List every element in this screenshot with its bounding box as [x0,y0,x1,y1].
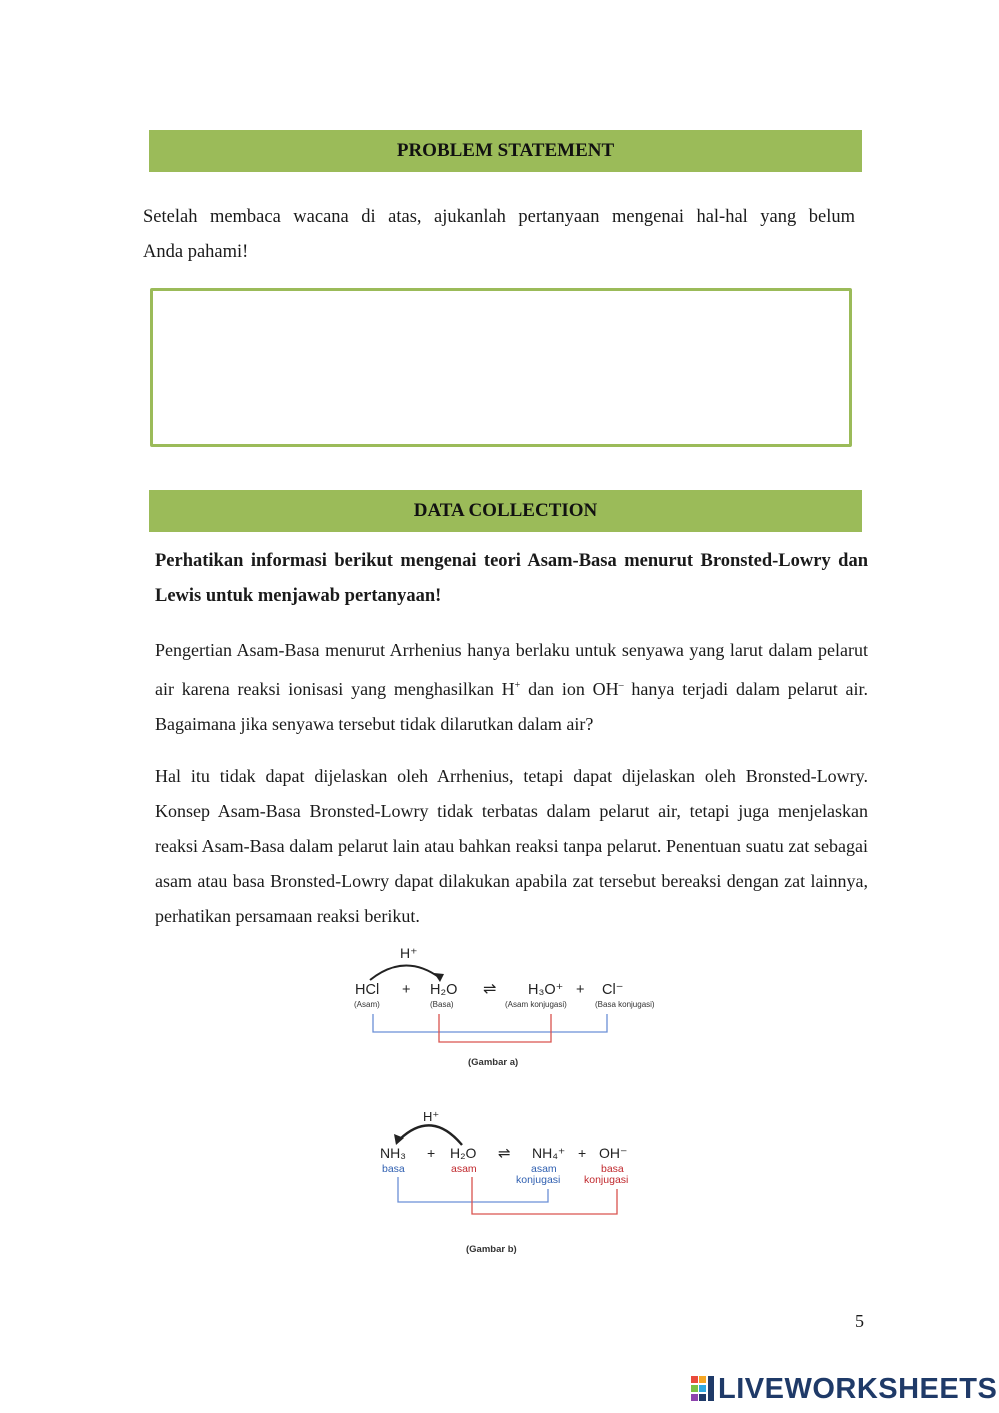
liveworksheets-brand-text: LIVEWORKSHEETS [718,1372,998,1405]
fig-a-cl-role: (Basa konjugasi) [595,1000,655,1009]
fig-a-blue-pair-bracket [373,1014,607,1032]
fig-b-h-plus-label: H⁺ [423,1109,440,1124]
figure-b-nh3-reaction [370,1105,670,1255]
fig-a-equilibrium: ⇌ [483,981,497,998]
fig-b-h2o: H₂O [450,1145,477,1161]
fig-a-plus-2: + [576,982,585,998]
page-number: 5 [855,1311,864,1331]
para1-part-b: dan ion OH [520,679,619,699]
fig-b-nh4-role-2: konjugasi [516,1174,561,1186]
problem-statement-title: PROBLEM STATEMENT [396,140,615,161]
fig-a-caption: (Gambar a) [468,1057,519,1068]
fig-b-oh-role-1: basa [601,1163,624,1175]
fig-b-h2o-role: asam [451,1163,477,1175]
fig-a-plus-1: + [402,982,411,998]
fig-b-caption: (Gambar b) [466,1244,517,1255]
fig-a-h3o-role: (Asam konjugasi) [505,1000,567,1009]
fig-a-h2o: H₂O [430,982,458,998]
fig-a-h3o: H₃O⁺ [528,982,564,998]
fig-b-plus-1: + [427,1145,436,1161]
h-plus-superscript: + [514,680,521,691]
liveworksheets-branding[interactable] [690,1371,997,1407]
fig-a-arrow-head [434,973,444,982]
question-answer-box[interactable] [150,288,852,447]
data-collection-title: DATA COLLECTION [413,500,598,521]
oh-minus-superscript: – [618,680,624,691]
fig-b-oh: OH⁻ [599,1145,628,1161]
fig-a-proton-arrow [370,965,440,980]
problem-prompt-line1: Setelah membaca wacana di atas, ajukanlah pertanyaan mengenai hal-hal yang belum [143,207,855,227]
fig-a-hcl: HCl [355,982,380,998]
fig-a-hcl-role: (Asam) [354,1000,380,1009]
liveworksheets-logo-icon [690,1375,716,1403]
problem-prompt-line2: Anda pahami! [143,242,249,262]
para1-part-c: hanya terjadi dalam pelarut air. Bagaimana jika senyawa tersebut tidak dilarutkan dalam air? [155,679,868,734]
fig-b-plus-2: + [578,1145,587,1161]
para1-part-a: Pengertian Asam-Basa menurut Arrhenius hanya berlaku untuk senyawa yang larut dalam pelarut air karena reaksi ionisasi yang menghasilkan H [155,640,868,699]
problem-statement-header [149,130,862,172]
data-collection-header [149,490,862,532]
fig-b-nh3-role: basa [382,1163,405,1175]
fig-b-nh4-role-1: asam [531,1163,557,1175]
figure-a-hcl-reaction [340,940,690,1075]
fig-b-nh3: NH₃ [380,1145,406,1161]
fig-a-cl: Cl⁻ [602,982,624,998]
fig-a-h2o-role: (Basa) [430,1000,454,1009]
fig-b-nh4: NH₄⁺ [532,1145,566,1161]
data-collection-instruction: Perhatikan informasi berikut mengenai teori Asam-Basa menurut Bronsted-Lowry dan Lewis untuk menjawab pertanyaan! [155,551,868,606]
bronsted-lowry-paragraph: Hal itu tidak dapat dijelaskan oleh Arrhenius, tetapi dapat dijelaskan oleh Bronsted-Lowry. Konsep Asam-Basa Bronsted-Lowry tidak terbatas dalam pelarut air, tetapi juga menjelaskan reaksi Asam-Basa dalam pelarut lain atau bahkan reaksi tanpa pelarut. Penentuan suatu zat sebagai asam atau basa Bronsted-Lowry dapat dilakukan apabila zat tersebut bereaksi dengan zat lainnya, perhatikan persamaan reaksi berikut. [155,766,868,926]
fig-a-red-pair-bracket [439,1014,551,1042]
fig-b-proton-arrow [400,1125,462,1145]
arrhenius-paragraph [155,633,868,742]
fig-b-oh-role-2: konjugasi [584,1174,629,1186]
fig-a-h-plus-label: H⁺ [400,945,418,961]
fig-b-equilibrium: ⇌ [498,1145,511,1162]
